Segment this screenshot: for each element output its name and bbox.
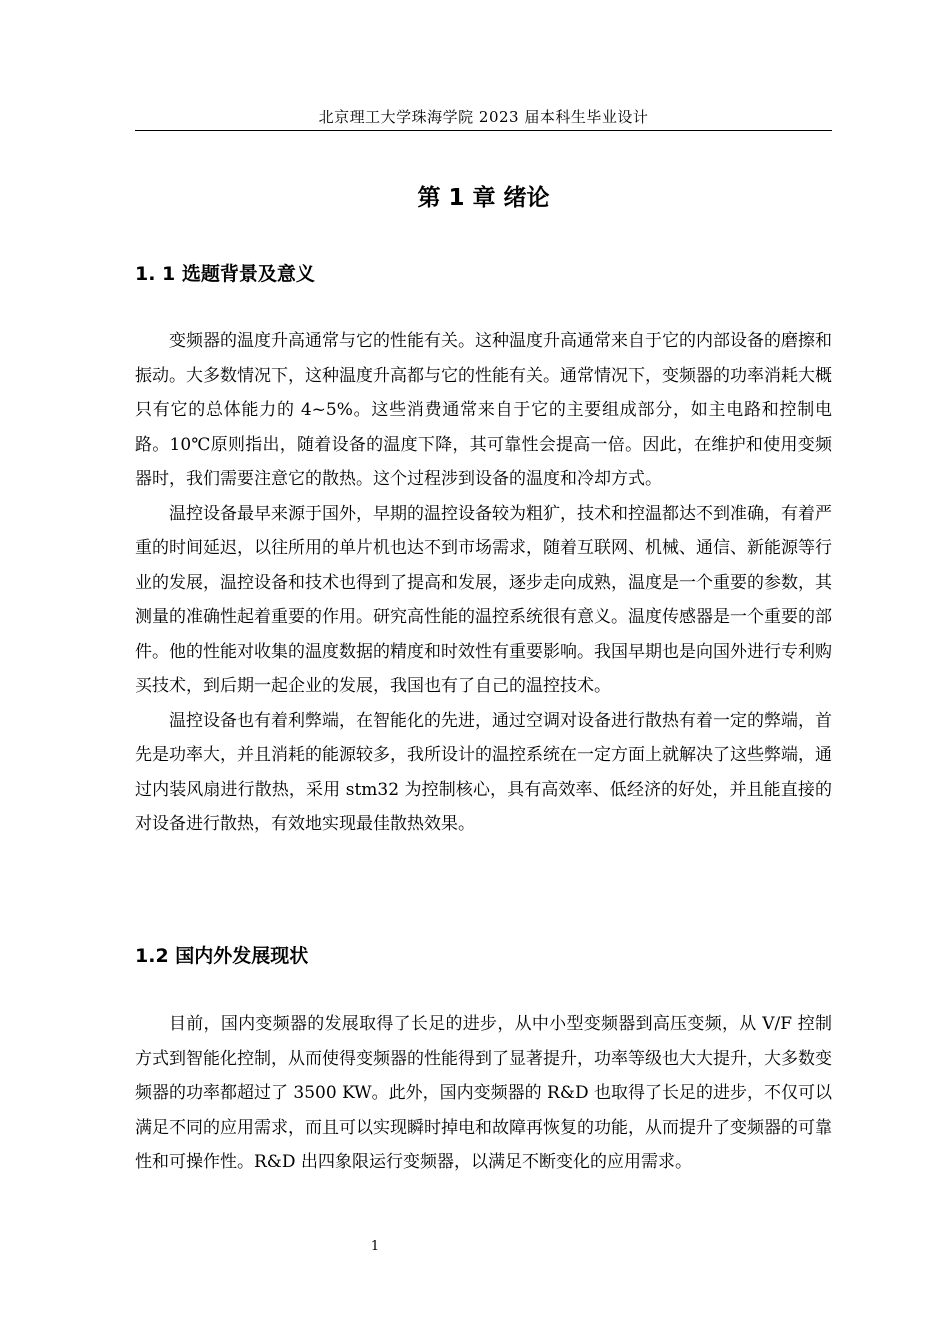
paragraph: 变频器的温度升高通常与它的性能有关。这种温度升高通常来自于它的内部设备的磨擦和振动。大多数情况下，这种温度升高都与它的性能有关。通常情况下，变频器的功率消耗大概只有它的总体能力的 4~5%。这些消费通常来自于它的主要组成部分，如主电路和控制电路。10℃原则指出，随着设备的温度下降，其可靠性会提高一倍。因此，在维护和使用变频器时，我们需要注意它的散热。这个过程涉到设备的温度和冷却方式。 bbox=[135, 331, 832, 489]
paragraph: 温控设备也有着利弊端，在智能化的先进，通过空调对设备进行散热有着一定的弊端，首先是功率大，并且消耗的能源较多，我所设计的温控系统在一定方面上就解决了这些弊端，通过内装风扇进行散热，采用 stm32 为控制核心，具有高效率、低经济的好处，并且能直接的对设备进行散热，有效地实现最佳散热效果。 bbox=[135, 710, 832, 834]
running-header: 北京理工大学珠海学院 2023 届本科生毕业设计 bbox=[318, 108, 649, 126]
paragraph: 温控设备最早来源于国外，早期的温控设备较为粗犷，技术和控温都达不到准确，有着严重的时间延迟，以往所用的单片机也达不到市场需求，随着互联网、机械、通信、新能源等行业的发展，温控设备和技术也得到了提高和发展，逐步走向成熟，温度是一个重要的参数，其测量的准确性起着重要的作用。研究高性能的温控系统很有意义。温度传感器是一个重要的部件。他的性能对收集的温度数据的精度和时效性有重要影响。我国早期也是向国外进行专利购买技术，到后期一起企业的发展，我国也有了自己的温控技术。 bbox=[135, 503, 832, 696]
header-rule bbox=[135, 130, 832, 131]
section-body bbox=[135, 324, 832, 842]
chapter-title: 第 1 章 绪论 bbox=[417, 185, 550, 211]
section-heading: 1.2 国内外发展现状 bbox=[135, 945, 309, 967]
paragraph: 目前，国内变频器的发展取得了长足的进步，从中小型变频器到高压变频，从 V/F 控制方式到智能化控制，从而使得变频器的性能得到了显著提升，功率等级也大大提升，大多数变频器的功率都超过了 3500 KW。此外，国内变频器的 R&D 也取得了长足的进步，不仅可以满足不同的应用需求，而且可以实现瞬时掉电和故障再恢复的功能，从而提升了变频器的可靠性和可操作性。R&D 出四象限运行变频器，以满足不断变化的应用需求。 bbox=[135, 1014, 833, 1172]
section-heading: 1. 1 选题背景及意义 bbox=[135, 263, 315, 285]
page-number: 1 bbox=[370, 1239, 380, 1254]
section-body bbox=[135, 1007, 832, 1180]
